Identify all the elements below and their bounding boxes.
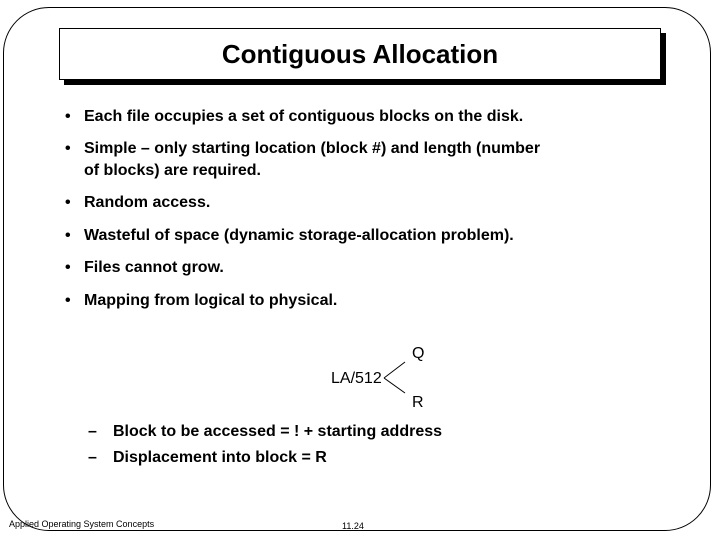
sub-point-dash: – [88, 449, 97, 466]
footer-course-title: Applied Operating System Concepts [9, 519, 155, 529]
sub-point [88, 449, 327, 467]
bullet-dot: • [65, 227, 71, 244]
bullet-text: Mapping from logical to physical. [84, 292, 338, 309]
bullet-text: Simple – only starting location (block #) and length (number [84, 140, 541, 157]
remainder-label: R [412, 394, 424, 411]
bullet-text-continued: of blocks) are required. [84, 162, 261, 179]
bullet-text: Wasteful of space (dynamic storage-allocation problem). [84, 227, 514, 244]
quotient-label: Q [412, 345, 425, 362]
bullet-text: Files cannot grow. [84, 259, 224, 276]
bullet-dot: • [65, 108, 71, 125]
division-line-lower [384, 378, 405, 393]
sub-point-text: Block to be accessed = ! + starting address [113, 423, 443, 440]
bullet-dot: • [65, 292, 71, 309]
dividend-label: LA/512 [331, 370, 382, 387]
sub-point-dash: – [88, 423, 97, 440]
footer-slide-number: 11.24 [342, 521, 364, 531]
bullet-dot: • [65, 194, 71, 211]
division-line-upper [384, 362, 405, 378]
slide-title-text: Contiguous Allocation [221, 38, 499, 69]
sub-point [88, 423, 442, 441]
bullet-dot: • [65, 140, 71, 157]
sub-point-text: Displacement into block = R [113, 449, 327, 466]
bullet-text: Each file occupies a set of contiguous blocks on the disk. [84, 108, 524, 125]
bullet-dot: • [65, 259, 71, 276]
bullet-text: Random access. [84, 194, 211, 211]
